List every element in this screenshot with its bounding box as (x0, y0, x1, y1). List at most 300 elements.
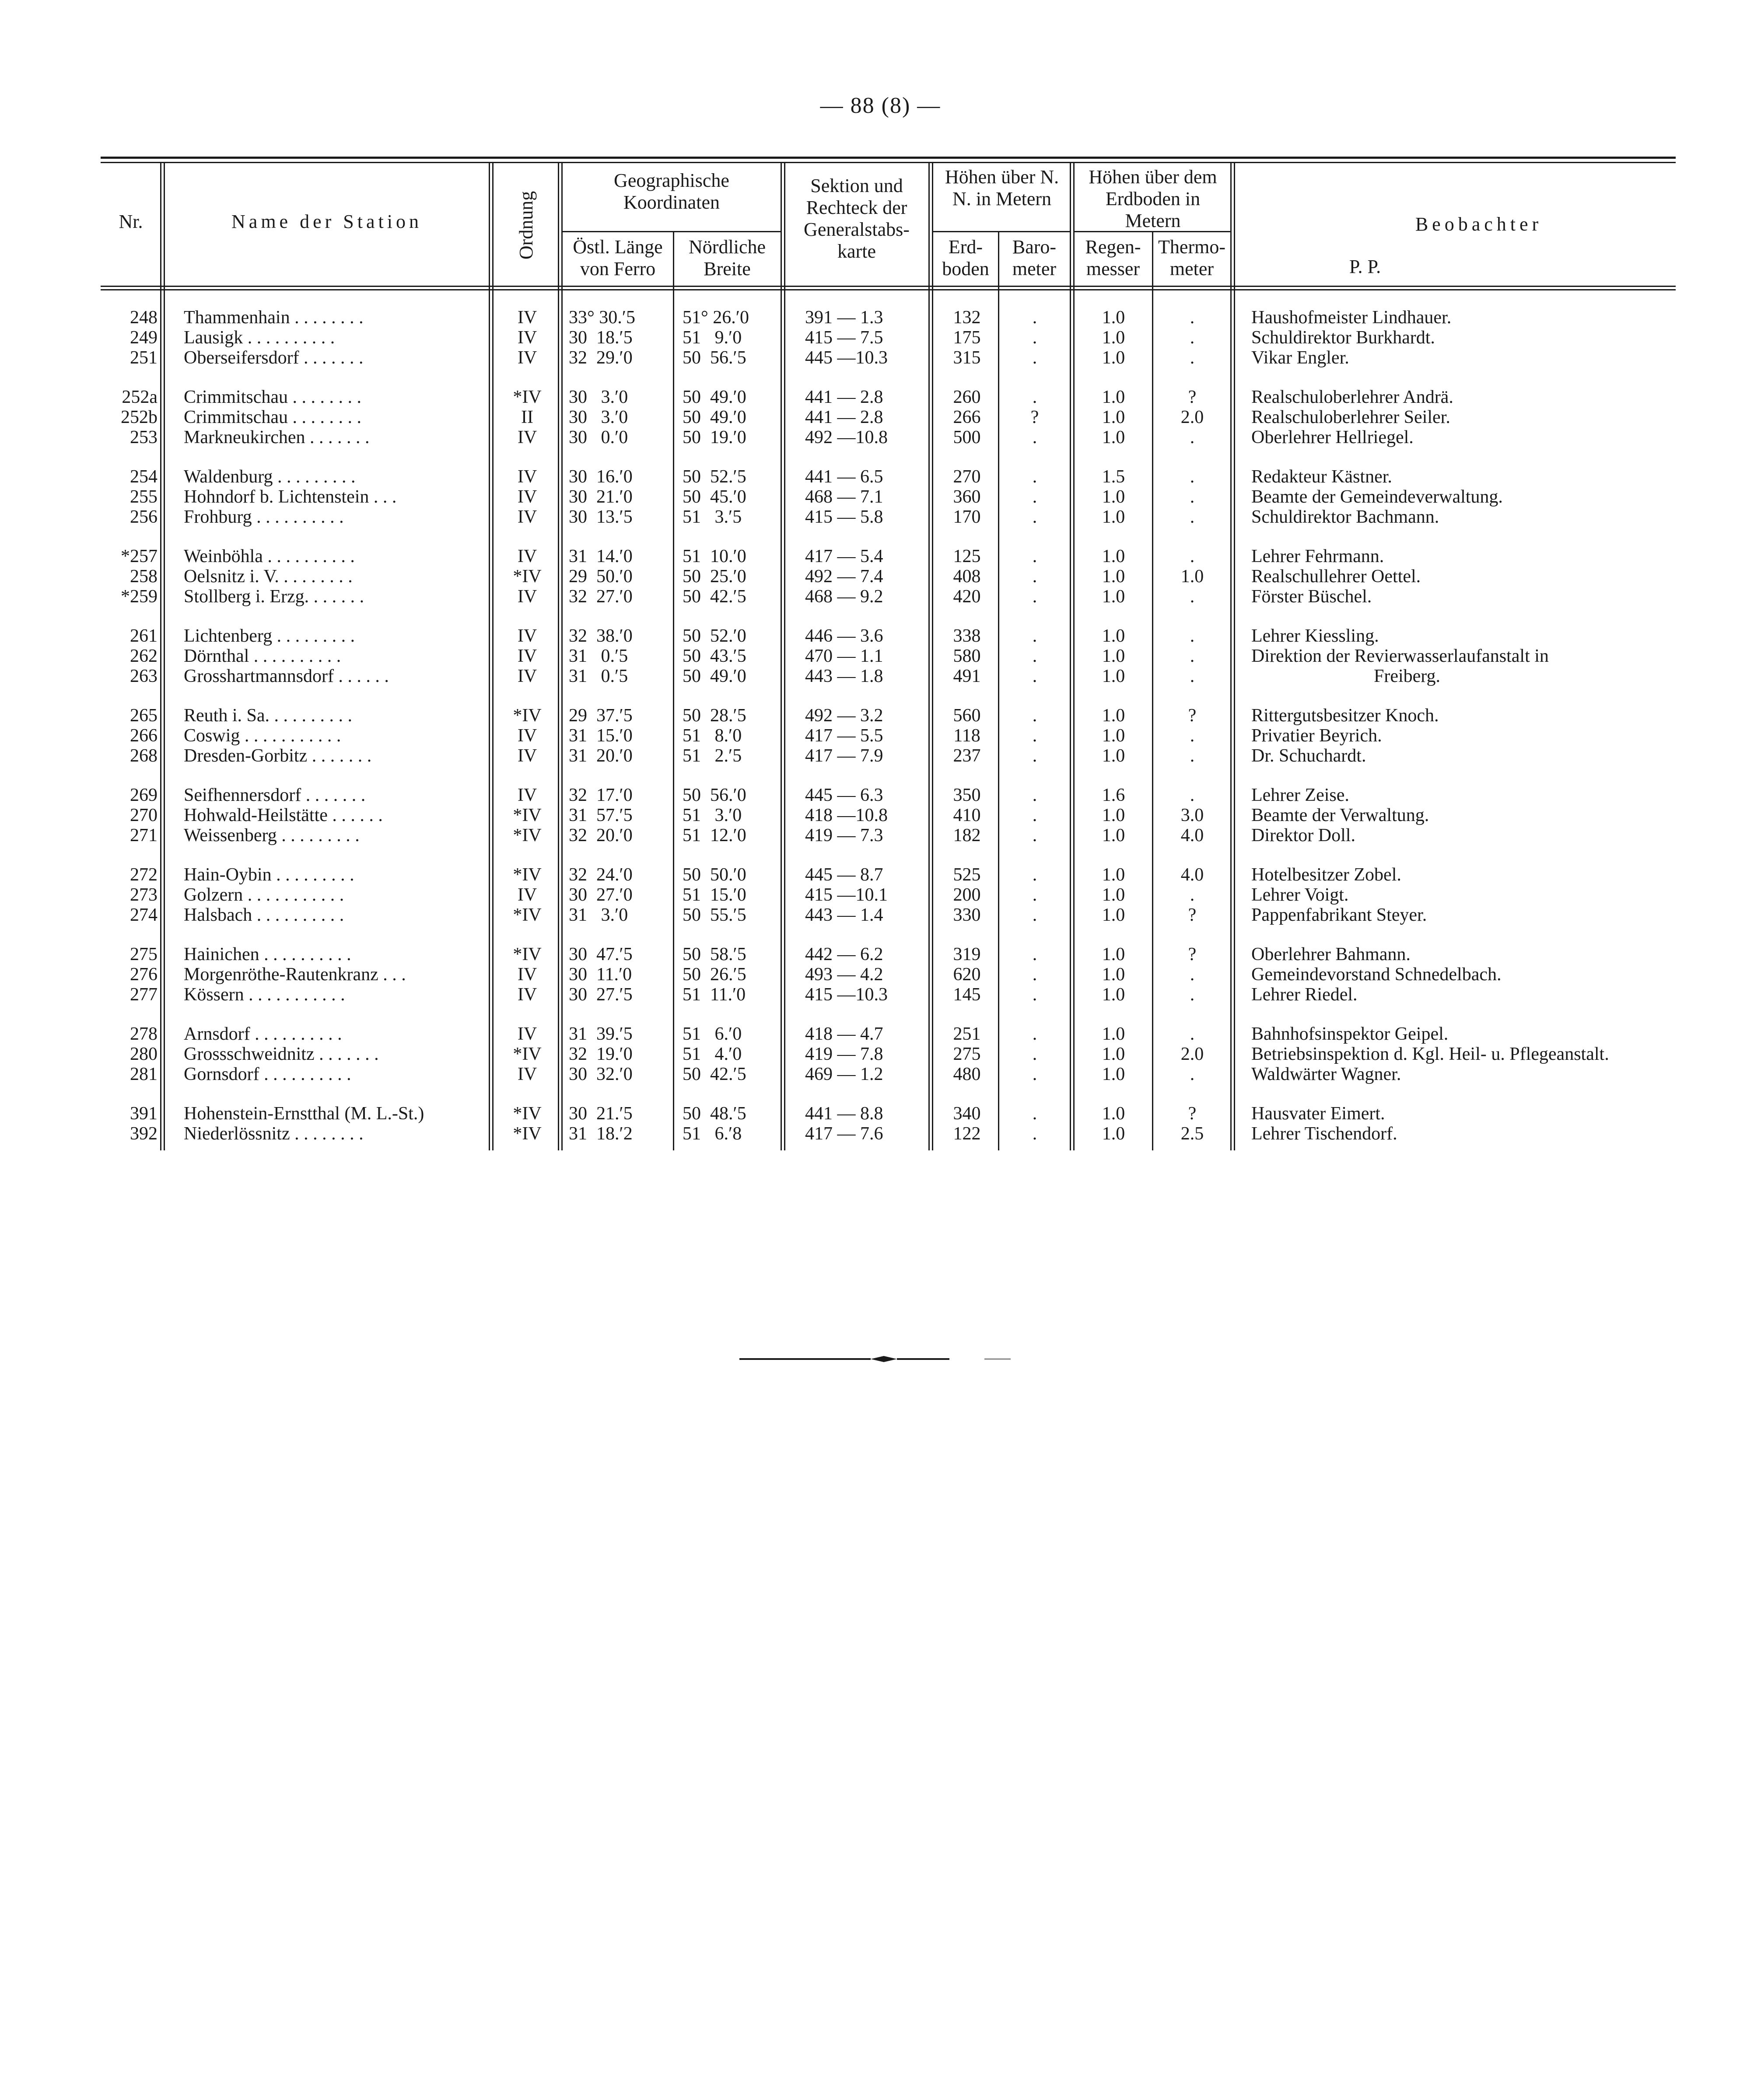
cell-thermometer: ? (1188, 905, 1197, 925)
cell-nr: 268 (130, 746, 158, 766)
cell-erdboden: 580 (953, 646, 981, 666)
cell-breite: 51 2.′5 (683, 746, 742, 766)
cell-erdboden: 480 (953, 1064, 981, 1084)
cell-sektion: 417 — 7.9 (805, 746, 883, 766)
cell-barometer: . (1032, 646, 1037, 666)
cell-ordnung: *IV (513, 905, 542, 925)
cell-barometer: . (1032, 587, 1037, 607)
cell-breite: 50 26.′5 (683, 964, 746, 985)
cell-barometer: . (1032, 964, 1037, 985)
cell-barometer: . (1032, 1024, 1037, 1044)
cell-regenmesser: 1.0 (1102, 865, 1125, 885)
cell-sektion: 415 — 5.8 (805, 507, 883, 527)
cell-barometer: . (1032, 885, 1037, 905)
col-rule (673, 232, 674, 1150)
cell-beobachter: Schuldirektor Bachmann. (1251, 507, 1439, 527)
cell-breite: 50 49.′0 (683, 407, 746, 427)
cell-regenmesser: 1.0 (1102, 1124, 1125, 1144)
cell-thermometer: 1.0 (1180, 566, 1204, 587)
cell-station: Grossschweidnitz . . . . . . . (184, 1044, 379, 1064)
cell-erdboden: 266 (953, 407, 981, 427)
col-rule (1152, 232, 1153, 1150)
cell-erdboden: 275 (953, 1044, 981, 1064)
cell-nr: 275 (130, 944, 158, 964)
cell-ordnung: IV (517, 964, 537, 985)
cell-erdboden: 350 (953, 785, 981, 805)
cell-breite: 50 49.′0 (683, 666, 746, 686)
cell-laenge: 31 57.′5 (569, 805, 633, 825)
cell-breite: 50 45.′0 (683, 487, 746, 507)
cell-erdboden: 330 (953, 905, 981, 925)
cell-sektion: 415 —10.1 (805, 885, 888, 905)
cell-breite: 50 42.′5 (683, 587, 746, 607)
cell-laenge: 30 18.′5 (569, 328, 633, 348)
header-regenmesser: Regen-messer (1085, 236, 1141, 280)
header-sektion: Sektion und Rechteck der Generalstabs-karte (804, 175, 910, 262)
cell-ordnung: IV (517, 487, 537, 507)
cell-thermometer: . (1190, 985, 1195, 1005)
cell-nr: 262 (130, 646, 158, 666)
page-number: — 88 (8) — (820, 93, 941, 118)
cell-laenge: 30 3.′0 (569, 387, 628, 407)
cell-erdboden: 319 (953, 944, 981, 964)
cell-regenmesser: 1.0 (1102, 328, 1125, 348)
cell-station: Halsbach . . . . . . . . . . (184, 905, 344, 925)
ornament-divider (739, 1355, 1024, 1363)
cell-regenmesser: 1.0 (1102, 1104, 1125, 1124)
cell-beobachter: Betriebsinspektion d. Kgl. Heil- u. Pflegeanstalt. (1251, 1044, 1609, 1064)
col-rule (1230, 162, 1232, 1150)
cell-regenmesser: 1.0 (1102, 646, 1125, 666)
cell-ordnung: IV (517, 467, 537, 487)
cell-nr: 265 (130, 706, 158, 726)
col-rule (784, 162, 785, 1150)
cell-barometer: . (1032, 666, 1037, 686)
cell-breite: 51 11.′0 (683, 985, 746, 1005)
cell-nr: 248 (130, 307, 158, 328)
cell-breite: 50 49.′0 (683, 387, 746, 407)
cell-laenge: 30 13.′5 (569, 507, 633, 527)
cell-laenge: 31 14.′0 (569, 546, 633, 566)
cell-breite: 51 12.′0 (683, 825, 746, 846)
cell-ordnung: IV (517, 985, 537, 1005)
cell-barometer: . (1032, 566, 1037, 587)
cell-sektion: 418 —10.8 (805, 805, 888, 825)
cell-ordnung: *IV (513, 1104, 542, 1124)
cell-regenmesser: 1.0 (1102, 985, 1125, 1005)
cell-breite: 50 28.′5 (683, 706, 746, 726)
cell-erdboden: 260 (953, 387, 981, 407)
cell-nr: 270 (130, 805, 158, 825)
cell-beobachter: Lehrer Tischendorf. (1251, 1124, 1397, 1144)
top-rule (101, 157, 1676, 159)
cell-sektion: 391 — 1.3 (805, 307, 883, 328)
cell-sektion: 419 — 7.8 (805, 1044, 883, 1064)
cell-station: Crimmitschau . . . . . . . . (184, 407, 361, 427)
cell-barometer: . (1032, 1064, 1037, 1084)
cell-sektion: 419 — 7.3 (805, 825, 883, 846)
cell-breite: 50 19.′0 (683, 427, 746, 447)
cell-thermometer: . (1190, 546, 1195, 566)
cell-ordnung: IV (517, 1064, 537, 1084)
cell-thermometer: . (1190, 964, 1195, 985)
cell-laenge: 30 32.′0 (569, 1064, 633, 1084)
cell-thermometer: ? (1188, 387, 1197, 407)
cell-breite: 51 15.′0 (683, 885, 746, 905)
cell-thermometer: . (1190, 348, 1195, 368)
header-laenge: Östl. Länge von Ferro (573, 236, 663, 280)
header-thermometer: Thermo-meter (1158, 236, 1225, 280)
cell-regenmesser: 1.0 (1102, 307, 1125, 328)
cell-station: Morgenröthe-Rautenkranz . . . (184, 964, 406, 985)
cell-thermometer: . (1190, 487, 1195, 507)
cell-ordnung: *IV (513, 944, 542, 964)
cell-laenge: 32 29.′0 (569, 348, 633, 368)
cell-regenmesser: 1.0 (1102, 746, 1125, 766)
cell-regenmesser: 1.0 (1102, 726, 1125, 746)
cell-nr: 258 (130, 566, 158, 587)
nn-sub-rule (933, 231, 1070, 232)
header-hoehen-erd: Höhen über dem Erdboden in Metern (1089, 166, 1217, 231)
cell-beobachter: Oberlehrer Bahmann. (1251, 944, 1411, 964)
cell-erdboden: 125 (953, 546, 981, 566)
cell-station: Stollberg i. Erzg. . . . . . . (184, 587, 364, 607)
cell-regenmesser: 1.0 (1102, 1024, 1125, 1044)
col-rule (561, 162, 563, 1150)
cell-barometer: . (1032, 726, 1037, 746)
cell-barometer: . (1032, 546, 1037, 566)
cell-erdboden: 340 (953, 1104, 981, 1124)
cell-nr: 263 (130, 666, 158, 686)
cell-barometer: . (1032, 785, 1037, 805)
col-rule (160, 162, 161, 1150)
cell-thermometer: . (1190, 726, 1195, 746)
cell-station: Arnsdorf . . . . . . . . . . (184, 1024, 342, 1044)
cell-thermometer: 2.5 (1180, 1124, 1204, 1144)
cell-thermometer: 2.0 (1180, 407, 1204, 427)
cell-barometer: . (1032, 387, 1037, 407)
cell-ordnung: IV (517, 427, 537, 447)
cell-thermometer: . (1190, 646, 1195, 666)
cell-erdboden: 270 (953, 467, 981, 487)
cell-laenge: 30 21.′0 (569, 487, 633, 507)
cell-nr: 255 (130, 487, 158, 507)
cell-thermometer: . (1190, 885, 1195, 905)
cell-nr: 249 (130, 328, 158, 348)
cell-thermometer: 3.0 (1180, 805, 1204, 825)
header-beobachter: Beobachter (1415, 213, 1543, 235)
cell-nr: 271 (130, 825, 158, 846)
cell-laenge: 33° 30.′5 (569, 307, 635, 328)
cell-beobachter: Direktor Doll. (1251, 825, 1355, 846)
cell-nr: 391 (130, 1104, 158, 1124)
cell-barometer: . (1032, 944, 1037, 964)
cell-beobachter: Lehrer Fehrmann. (1251, 546, 1384, 566)
cell-regenmesser: 1.0 (1102, 507, 1125, 527)
cell-thermometer: . (1190, 427, 1195, 447)
cell-barometer: . (1032, 348, 1037, 368)
cell-laenge: 32 17.′0 (569, 785, 633, 805)
cell-thermometer: 4.0 (1180, 825, 1204, 846)
cell-laenge: 30 47.′5 (569, 944, 633, 964)
cell-erdboden: 132 (953, 307, 981, 328)
cell-laenge: 31 39.′5 (569, 1024, 633, 1044)
cell-thermometer: . (1190, 1064, 1195, 1084)
cell-beobachter: Oberlehrer Hellriegel. (1251, 427, 1414, 447)
cell-beobachter: Dr. Schuchardt. (1251, 746, 1366, 766)
cell-sektion: 468 — 9.2 (805, 587, 883, 607)
cell-regenmesser: 1.0 (1102, 805, 1125, 825)
cell-regenmesser: 1.0 (1102, 885, 1125, 905)
cell-erdboden: 118 (953, 726, 980, 746)
top-rule-2 (101, 162, 1676, 163)
cell-erdboden: 408 (953, 566, 981, 587)
cell-laenge: 30 0.′0 (569, 427, 628, 447)
cell-laenge: 30 27.′0 (569, 885, 633, 905)
header-name: Name der Station (231, 211, 422, 232)
cell-regenmesser: 1.0 (1102, 944, 1125, 964)
col-rule (998, 232, 999, 1150)
cell-station: Dörnthal . . . . . . . . . . (184, 646, 341, 666)
cell-breite: 51 6.′8 (683, 1124, 742, 1144)
cell-erdboden: 182 (953, 825, 981, 846)
cell-beobachter: Haushofmeister Lindhauer. (1251, 307, 1452, 328)
cell-erdboden: 170 (953, 507, 981, 527)
cell-sektion: 445 — 6.3 (805, 785, 883, 805)
cell-barometer: . (1032, 507, 1037, 527)
cell-breite: 50 25.′0 (683, 566, 746, 587)
cell-nr: 274 (130, 905, 158, 925)
col-rule (558, 162, 559, 1150)
col-rule (164, 162, 165, 1150)
cell-laenge: 29 37.′5 (569, 706, 633, 726)
cell-regenmesser: 1.0 (1102, 387, 1125, 407)
cell-laenge: 32 38.′0 (569, 626, 633, 646)
cell-beobachter: Pappenfabrikant Steyer. (1251, 905, 1427, 925)
cell-breite: 50 43.′5 (683, 646, 746, 666)
cell-station: Seifhennersdorf . . . . . . . (184, 785, 366, 805)
cell-barometer: . (1032, 1044, 1037, 1064)
cell-breite: 51 10.′0 (683, 546, 746, 566)
cell-laenge: 31 15.′0 (569, 726, 633, 746)
cell-regenmesser: 1.5 (1102, 467, 1125, 487)
cell-regenmesser: 1.0 (1102, 964, 1125, 985)
cell-thermometer: . (1190, 1024, 1195, 1044)
cell-station: Frohburg . . . . . . . . . . (184, 507, 344, 527)
cell-nr: 272 (130, 865, 158, 885)
cell-ordnung: *IV (513, 706, 542, 726)
cell-nr: 252a (122, 387, 158, 407)
cell-regenmesser: 1.6 (1102, 785, 1125, 805)
cell-nr: 266 (130, 726, 158, 746)
cell-beobachter: Hotelbesitzer Zobel. (1251, 865, 1401, 885)
header-ordnung: Ordnung (515, 191, 537, 260)
cell-laenge: 30 11.′0 (569, 964, 632, 985)
cell-ordnung: *IV (513, 865, 542, 885)
col-rule (781, 162, 782, 1150)
cell-sektion: 418 — 4.7 (805, 1024, 883, 1044)
col-rule (1073, 162, 1075, 1150)
col-rule (928, 162, 930, 1150)
cell-nr: 251 (130, 348, 158, 368)
cell-beobachter: Lehrer Riedel. (1251, 985, 1358, 1005)
cell-ordnung: II (521, 407, 533, 427)
cell-thermometer: . (1190, 587, 1195, 607)
cell-breite: 51 9.′0 (683, 328, 742, 348)
cell-sektion: 415 —10.3 (805, 985, 888, 1005)
cell-station: Hainichen . . . . . . . . . . (184, 944, 351, 964)
cell-breite: 50 58.′5 (683, 944, 746, 964)
cell-beobachter: Schuldirektor Burkhardt. (1251, 328, 1435, 348)
cell-erdboden: 560 (953, 706, 981, 726)
cell-ordnung: *IV (513, 825, 542, 846)
cell-regenmesser: 1.0 (1102, 706, 1125, 726)
geo-sub-rule (563, 231, 781, 232)
cell-regenmesser: 1.0 (1102, 427, 1125, 447)
cell-ordnung: IV (517, 587, 537, 607)
cell-ordnung: *IV (513, 1124, 542, 1144)
cell-beobachter: Hausvater Eimert. (1251, 1104, 1385, 1124)
cell-regenmesser: 1.0 (1102, 487, 1125, 507)
cell-breite: 51° 26.′0 (683, 307, 749, 328)
cell-station: Kössern . . . . . . . . . . . (184, 985, 345, 1005)
cell-sektion: 492 —10.8 (805, 427, 888, 447)
cell-nr: 269 (130, 785, 158, 805)
cell-station: Weinböhla . . . . . . . . . . (184, 546, 355, 566)
cell-laenge: 30 3.′0 (569, 407, 628, 427)
cell-laenge: 31 18.′2 (569, 1124, 633, 1144)
cell-thermometer: . (1190, 467, 1195, 487)
cell-breite: 50 42.′5 (683, 1064, 746, 1084)
cell-regenmesser: 1.0 (1102, 1064, 1125, 1084)
cell-station: Markneukirchen . . . . . . . (184, 427, 370, 447)
cell-thermometer: ? (1188, 944, 1197, 964)
cell-barometer: . (1032, 487, 1037, 507)
cell-sektion: 470 — 1.1 (805, 646, 883, 666)
cell-thermometer: . (1190, 307, 1195, 328)
cell-breite: 50 52.′0 (683, 626, 746, 646)
cell-barometer: . (1032, 865, 1037, 885)
cell-station: Oelsnitz i. V. . . . . . . . . (184, 566, 353, 587)
cell-sektion: 469 — 1.2 (805, 1064, 883, 1084)
cell-breite: 50 52.′5 (683, 467, 746, 487)
header-pp: P. P. (1349, 256, 1381, 277)
cell-ordnung: IV (517, 785, 537, 805)
cell-sektion: 441 — 8.8 (805, 1104, 883, 1124)
cell-sektion: 468 — 7.1 (805, 487, 883, 507)
cell-beobachter: Beamte der Gemeindeverwaltung. (1251, 487, 1503, 507)
cell-nr: 261 (130, 626, 158, 646)
cell-sektion: 415 — 7.5 (805, 328, 883, 348)
cell-sektion: 445 —10.3 (805, 348, 888, 368)
cell-ordnung: *IV (513, 387, 542, 407)
cell-ordnung: *IV (513, 805, 542, 825)
cell-regenmesser: 1.0 (1102, 587, 1125, 607)
cell-erdboden: 338 (953, 626, 981, 646)
cell-nr: 278 (130, 1024, 158, 1044)
cell-sektion: 443 — 1.4 (805, 905, 883, 925)
cell-nr: *257 (121, 546, 158, 566)
cell-erdboden: 315 (953, 348, 981, 368)
cell-thermometer: 4.0 (1180, 865, 1204, 885)
cell-nr: 254 (130, 467, 158, 487)
cell-nr: 277 (130, 985, 158, 1005)
cell-ordnung: IV (517, 546, 537, 566)
cell-beobachter: Lehrer Voigt. (1251, 885, 1349, 905)
cell-beobachter: Förster Büschel. (1251, 587, 1372, 607)
cell-beobachter: Privatier Beyrich. (1251, 726, 1382, 746)
cell-erdboden: 122 (953, 1124, 981, 1144)
cell-sektion: 441 — 2.8 (805, 407, 883, 427)
cell-sektion: 441 — 6.5 (805, 467, 883, 487)
cell-sektion: 442 — 6.2 (805, 944, 883, 964)
cell-station: Lichtenberg . . . . . . . . . (184, 626, 355, 646)
cell-sektion: 492 — 7.4 (805, 566, 883, 587)
cell-erdboden: 251 (953, 1024, 981, 1044)
cell-station: Niederlössnitz . . . . . . . . (184, 1124, 364, 1144)
cell-ordnung: IV (517, 348, 537, 368)
cell-breite: 50 56.′5 (683, 348, 746, 368)
cell-barometer: . (1032, 307, 1037, 328)
cell-regenmesser: 1.0 (1102, 566, 1125, 587)
cell-station: Hain-Oybin . . . . . . . . . (184, 865, 354, 885)
cell-barometer: . (1032, 328, 1037, 348)
header-hoehen-nn: Höhen über N. N. in Metern (945, 166, 1059, 210)
cell-sektion: 492 — 3.2 (805, 706, 883, 726)
cell-laenge: 31 3.′0 (569, 905, 628, 925)
cell-station: Reuth i. Sa. . . . . . . . . . (184, 706, 352, 726)
cell-erdboden: 237 (953, 746, 981, 766)
cell-barometer: . (1032, 467, 1037, 487)
cell-beobachter: Waldwärter Wagner. (1251, 1064, 1401, 1084)
cell-nr: 273 (130, 885, 158, 905)
cell-station: Waldenburg . . . . . . . . . (184, 467, 356, 487)
cell-sektion: 445 — 8.7 (805, 865, 883, 885)
cell-ordnung: *IV (513, 566, 542, 587)
cell-erdboden: 491 (953, 666, 981, 686)
cell-barometer: . (1032, 427, 1037, 447)
header-barometer: Baro-meter (1012, 236, 1057, 280)
cell-ordnung: IV (517, 666, 537, 686)
cell-breite: 50 48.′5 (683, 1104, 746, 1124)
cell-ordnung: IV (517, 1024, 537, 1044)
cell-thermometer: . (1190, 626, 1195, 646)
cell-beobachter: Redakteur Kästner. (1251, 467, 1392, 487)
cell-regenmesser: 1.0 (1102, 348, 1125, 368)
cell-barometer: . (1032, 1104, 1037, 1124)
cell-station: Dresden-Gorbitz . . . . . . . (184, 746, 372, 766)
cell-erdboden: 145 (953, 985, 981, 1005)
cell-laenge: 32 19.′0 (569, 1044, 633, 1064)
cell-thermometer: . (1190, 328, 1195, 348)
cell-thermometer: . (1190, 507, 1195, 527)
cell-nr: 252b (121, 407, 158, 427)
cell-thermometer: ? (1188, 1104, 1197, 1124)
cell-barometer: . (1032, 825, 1037, 846)
cell-nr: 392 (130, 1124, 158, 1144)
cell-erdboden: 360 (953, 487, 981, 507)
cell-barometer: . (1032, 706, 1037, 726)
cell-station: Lausigk . . . . . . . . . . (184, 328, 335, 348)
header-bottom-rule-2 (101, 289, 1676, 290)
cell-ordnung: IV (517, 328, 537, 348)
cell-erdboden: 175 (953, 328, 981, 348)
cell-nr: *259 (121, 587, 158, 607)
cell-sektion: 446 — 3.6 (805, 626, 883, 646)
cell-erdboden: 500 (953, 427, 981, 447)
header-erdboden: Erd-boden (942, 236, 989, 280)
col-rule (489, 162, 490, 1150)
